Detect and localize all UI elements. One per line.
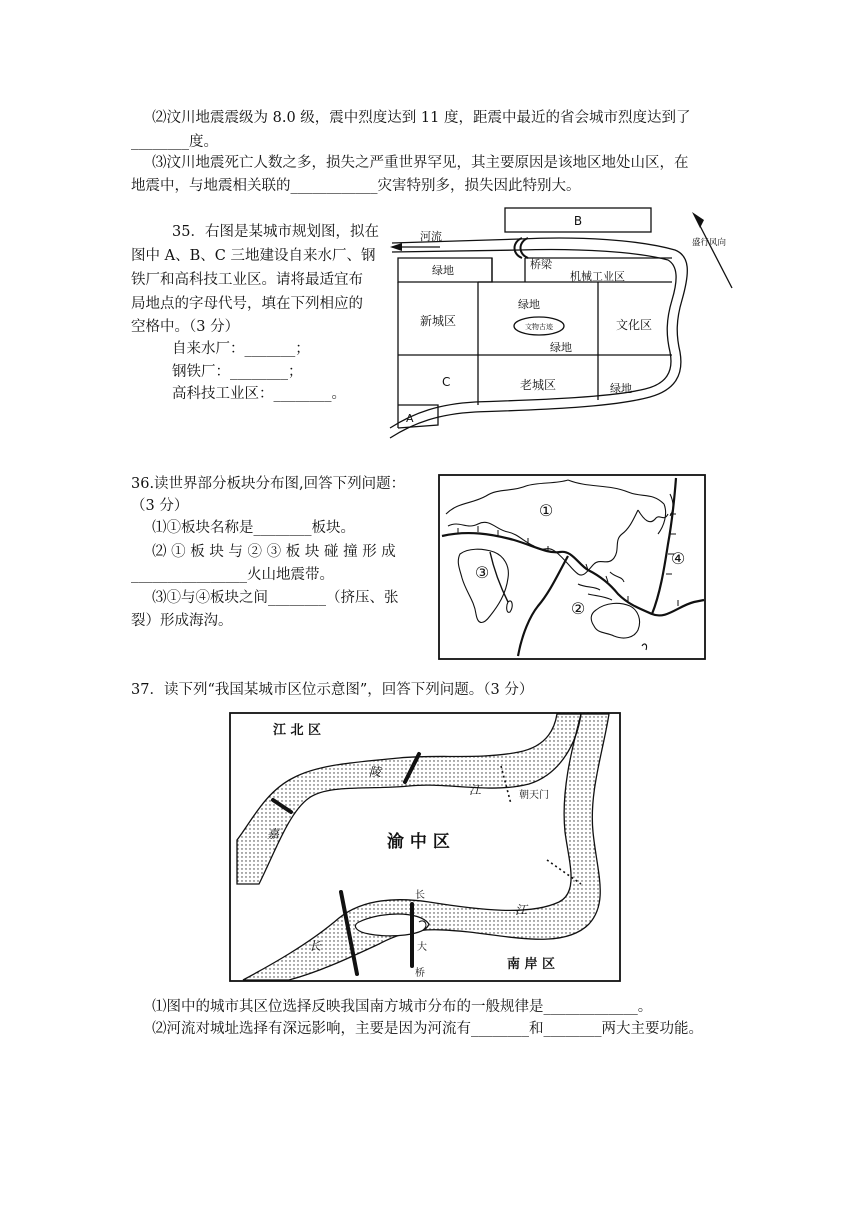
label-greenland-2: 绿地	[518, 298, 540, 311]
label-chang-1: 长	[309, 939, 322, 953]
wind-arrow-icon	[692, 212, 704, 228]
q36-s3a: ⑶①与④板块之间________（挤压、张	[152, 590, 399, 606]
label-machinery: 机械工业区	[570, 270, 625, 283]
label-a: A	[406, 412, 414, 425]
q36-s1: ⑴①板块名称是________板块。	[152, 520, 355, 536]
q37-s2: ⑵河流对城址选择有深远影响，主要是因为河流有________和________两大主要功能。	[152, 1021, 703, 1037]
label-river: 河流	[420, 230, 442, 243]
label-relics: 文物古迹	[525, 323, 553, 331]
q35-line2: 图中 A、B、C 三地建设自来水厂、钢	[131, 248, 376, 264]
q35-line5: 空格中。（3 分）	[131, 319, 240, 335]
q35-blank-steel: 钢铁厂：________；	[172, 364, 303, 380]
q34-p2-line2: ________度。	[131, 134, 218, 150]
label-jiang-1: 江	[469, 783, 482, 797]
q35-line3: 铁厂和高科技工业区。请将最适宜布	[131, 272, 363, 288]
label-culture: 文化区	[616, 318, 653, 332]
label-wind: 盛行风向	[692, 238, 727, 248]
q36-s2b: ________________火山地震带。	[131, 567, 334, 583]
label-jiang-2: 江	[515, 903, 528, 917]
q34-p2-line1: ⑵汶川地震震级为 8.0 级，震中烈度达到 11 度，距震中最近的省会城市烈度达到了	[152, 110, 691, 126]
q35-blank-waterworks: 自来水厂：_______；	[172, 341, 310, 357]
q36-s2a: ⑵ ① 板 块 与 ② ③ 板 块 碰 撞 形 成	[152, 544, 396, 560]
q35-line4: 局地点的字母代号，填在下列相应的	[131, 296, 363, 312]
chongqing-location-map	[229, 712, 621, 982]
label-b: B	[573, 214, 583, 228]
city-planning-map	[380, 200, 745, 445]
q34-p3-line1: ⑶汶川地震死亡人数之多，损失之严重世界罕见，其主要原因是该地区地处山区，在	[152, 155, 689, 171]
q36-line2: （3 分）	[131, 498, 189, 514]
q36-line1: 36.读世界部分板块分布图,回答下列问题：	[131, 476, 406, 492]
label-plate-4: ④	[670, 549, 686, 568]
q36-s3b: 裂）形成海沟。	[131, 613, 233, 629]
q34-p3-line2: 地震中，与地震相关联的____________灾害特别多，损失因此特别大。	[131, 178, 581, 194]
label-jia: 嘉	[267, 827, 280, 841]
river-arrow-icon	[390, 243, 402, 251]
label-c: C	[442, 375, 451, 389]
label-plate-2: ②	[570, 599, 586, 618]
world-plates-map	[438, 474, 706, 660]
label-plate-3: ③	[474, 563, 490, 582]
label-greenland-1: 绿地	[432, 264, 454, 277]
q35-blank-hitech: 高科技工业区：________。	[172, 386, 346, 402]
label-greenland-4: 绿地	[610, 382, 632, 395]
label-yuzhong: 渝 中 区	[387, 832, 450, 852]
q37-s1: ⑴图中的城市其区位选择反映我国南方城市分布的一般规律是_____________。	[152, 999, 653, 1015]
label-new-city: 新城区	[420, 314, 457, 328]
label-old-city: 老城区	[520, 378, 557, 392]
label-bridge: 桥梁	[530, 258, 552, 271]
label-nanan: 南 岸 区	[507, 957, 556, 972]
q37-title: 37．读下列“我国某城市区位示意图”，回答下列问题。（3 分）	[131, 682, 534, 698]
label-plate-1: ①	[538, 501, 554, 520]
label-qiao: 桥	[415, 968, 425, 979]
label-greenland-3: 绿地	[550, 341, 572, 354]
label-da: 大	[417, 942, 427, 953]
label-ling: 陵	[369, 765, 382, 779]
label-jiangbei: 江 北 区	[273, 723, 322, 738]
label-chang-2: 长	[415, 890, 425, 901]
label-chaotianmen: 朝天门	[519, 790, 549, 801]
q35-line1: 35．右图是某城市规划图，拟在	[172, 224, 379, 240]
